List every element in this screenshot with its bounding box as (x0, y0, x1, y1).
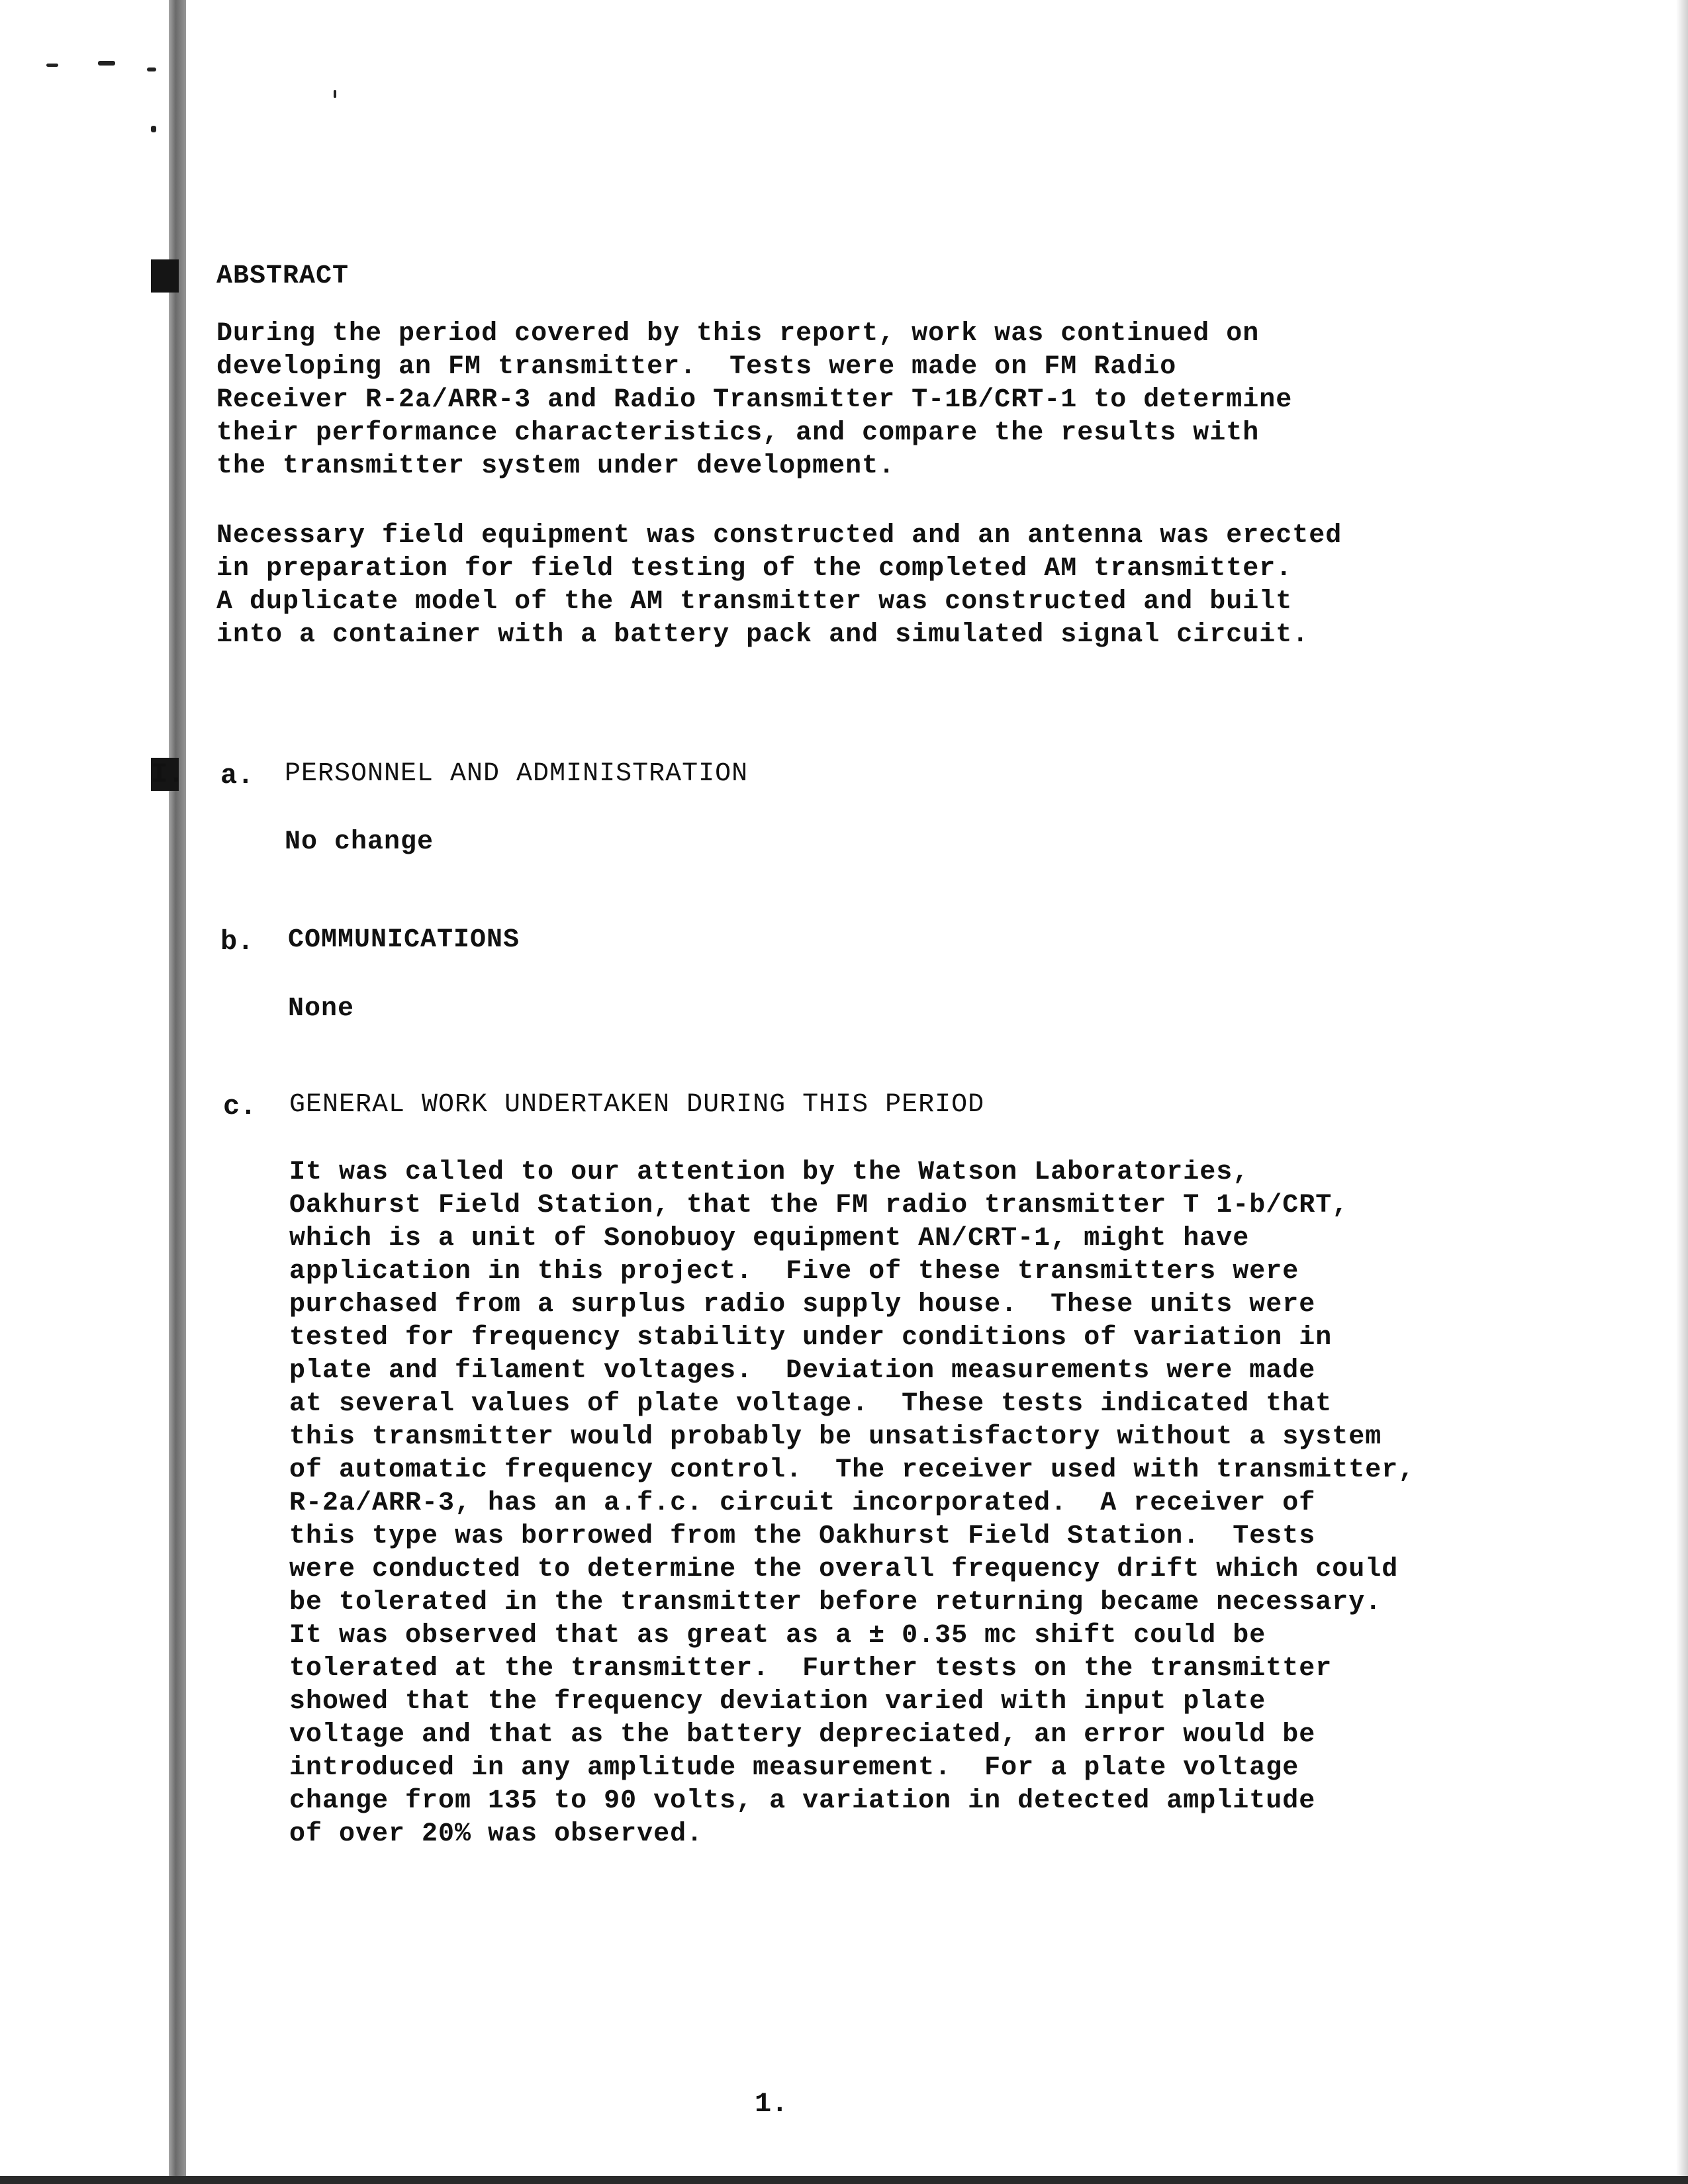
text-line: Receiver R-2a/ARR-3 and Radio Transmitter T-1B/CRT-1 to determine (216, 385, 1293, 415)
page-bottom-edge (0, 2176, 1688, 2184)
page-number: 1. (755, 2088, 788, 2120)
text-line: purchased from a surplus radio supply house. These units were (289, 1290, 1316, 1320)
text-line: of over 20% was observed. (289, 1819, 704, 1849)
text-line: this type was borrowed from the Oakhurst Field Station. Tests (289, 1522, 1316, 1551)
subsection-c-paragraph (289, 1156, 1415, 1851)
scan-speck (151, 126, 156, 132)
text-line: A duplicate model of the AM transmitter was constructed and built (216, 587, 1293, 617)
scan-speck (147, 68, 156, 71)
text-line: were conducted to determine the overall frequency drift which could (289, 1555, 1399, 1584)
subsection-c-heading: GENERAL WORK UNDERTAKEN DURING THIS PERIOD (289, 1090, 985, 1120)
scan-speck (46, 64, 58, 67)
section-numeral: I. (151, 758, 185, 790)
text-line: their performance characteristics, and compare the results with (216, 418, 1260, 448)
text-line: application in this project. Five of these transmitters were (289, 1257, 1299, 1287)
text-line: It was called to our attention by the Watson Laboratories, (289, 1158, 1250, 1187)
text-line: the transmitter system under development. (216, 451, 896, 481)
text-line: showed that the frequency deviation varied with input plate (289, 1687, 1266, 1717)
text-line: at several values of plate voltage. These tests indicated that (289, 1389, 1333, 1419)
subsection-b-heading: COMMUNICATIONS (288, 925, 520, 955)
text-line: It was observed that as great as a ± 0.35 mc shift could be (289, 1621, 1266, 1651)
text-line: change from 135 to 90 volts, a variation in detected amplitude (289, 1786, 1316, 1816)
subsection-b-label: b. (220, 926, 254, 958)
abstract-paragraph-2 (216, 520, 1342, 652)
text-line: Necessary field equipment was constructed and an antenna was erected (216, 521, 1342, 551)
text-line: introduced in any amplitude measurement. For a plate voltage (289, 1753, 1299, 1783)
subsection-a-body: No change (285, 827, 434, 857)
text-line: R-2a/ARR-3, has an a.f.c. circuit incorporated. A receiver of (289, 1488, 1316, 1518)
text-line: in preparation for field testing of the completed AM transmitter. (216, 554, 1293, 584)
text-line: voltage and that as the battery depreciated, an error would be (289, 1720, 1316, 1750)
scan-speck (98, 61, 115, 66)
text-line: developing an FM transmitter. Tests were made on FM Radio (216, 352, 1177, 382)
binding-notch (151, 259, 179, 293)
text-line: During the period covered by this report, work was continued on (216, 319, 1260, 349)
binding-strip (169, 0, 186, 2184)
text-line: plate and filament voltages. Deviation measurements were made (289, 1356, 1316, 1386)
abstract-paragraph-1 (216, 318, 1292, 483)
subsection-b-body: None (288, 994, 355, 1024)
text-line: Oakhurst Field Station, that the FM radio transmitter T 1-b/CRT, (289, 1191, 1349, 1220)
text-line: be tolerated in the transmitter before returning became necessary. (289, 1588, 1382, 1617)
text-line: into a container with a battery pack and simulated signal circuit. (216, 620, 1309, 650)
abstract-heading: ABSTRACT (216, 261, 350, 291)
subsection-a-heading: PERSONNEL AND ADMINISTRATION (285, 759, 749, 789)
scan-speck (334, 90, 336, 98)
text-line: tested for frequency stability under conditions of variation in (289, 1323, 1333, 1353)
subsection-a-label: a. (220, 760, 254, 792)
text-line: this transmitter would probably be unsatisfactory without a system (289, 1422, 1382, 1452)
text-line: of automatic frequency control. The receiver used with transmitter, (289, 1455, 1415, 1485)
text-line: tolerated at the transmitter. Further tests on the transmitter (289, 1654, 1333, 1684)
text-line: which is a unit of Sonobuoy equipment AN/CRT-1, might have (289, 1224, 1250, 1253)
page-edge-shadow (1676, 0, 1688, 2184)
subsection-c-label: c. (223, 1091, 257, 1122)
